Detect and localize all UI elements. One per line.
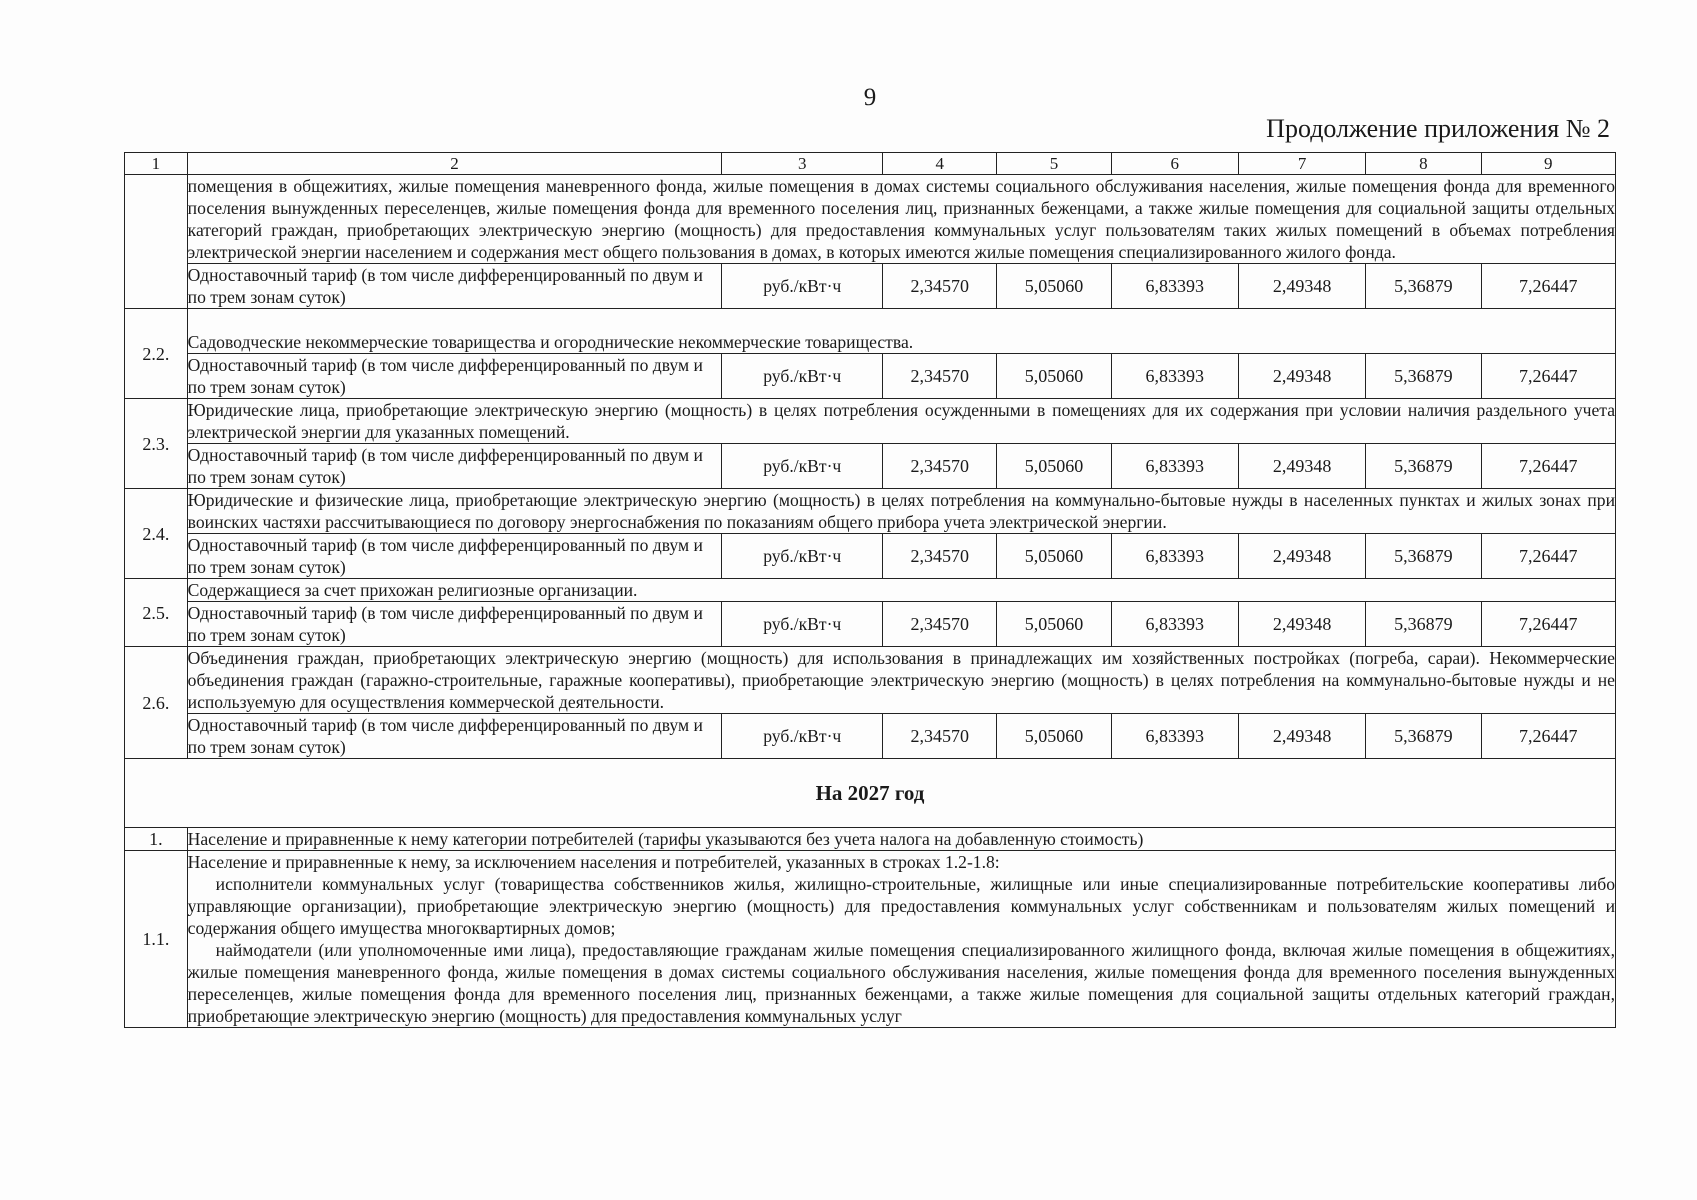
tariff-label: Одноставочный тариф (в том числе дифференцированный по двум и по трем зонам суток) — [187, 602, 722, 647]
paragraph: Население и приравненные к нему, за исключением населения и потребителей, указанных в строках 1.2-1.8: — [187, 852, 1000, 872]
column-number: 4 — [883, 153, 997, 175]
value-cell: 2,34570 — [883, 354, 997, 399]
value-cell: 6,83393 — [1111, 602, 1238, 647]
category-description: Объединения граждан, приобретающих электрическую энергию (мощность) для использования в принадлежащих им хозяйственных постройках (погреба, сараи). Некоммерческие объединения граждан (гаражно-строительные, гаражные кооперативы), приобретающие электрическую энергию (мощность) в целях потребления на коммунально-бытовые нужды и не используемую для осуществления коммерческой деятельности. — [187, 648, 1615, 712]
row-number: 2.2. — [125, 309, 188, 399]
row-number — [125, 175, 188, 309]
column-number: 7 — [1238, 153, 1365, 175]
category-description: Содержащиеся за счет прихожан религиозные организации. — [187, 579, 1615, 602]
category-row — [125, 175, 1616, 264]
tariff-row — [125, 264, 1616, 309]
category-row — [125, 579, 1616, 602]
value-cell: 7,26447 — [1481, 714, 1615, 759]
column-number: 3 — [722, 153, 883, 175]
row-number: 2.5. — [125, 579, 188, 647]
value-cell: 5,05060 — [997, 714, 1111, 759]
category-row — [125, 309, 1616, 354]
paragraph: исполнители коммунальных услуг (товарищества собственников жилья, жилищно-строительные, жилищные или иные специализированные потребительские кооперативы либо управляющие организации), приобретающие электрическую энергию (мощность) для предоставления коммунальных услуг собственникам и пользователям жилых помещений и содержания общего имущества многоквартирных домов; — [187, 874, 1615, 938]
value-cell: 2,49348 — [1238, 444, 1365, 489]
unit-cell: руб./кВт·ч — [722, 354, 883, 399]
value-cell: 2,34570 — [883, 264, 997, 309]
tariff-label: Одноставочный тариф (в том числе дифференцированный по двум и по трем зонам суток) — [187, 534, 722, 579]
appendix-title: Продолжение приложения № 2 — [1266, 114, 1610, 143]
value-cell: 2,49348 — [1238, 534, 1365, 579]
value-cell: 5,05060 — [997, 444, 1111, 489]
tariff-row — [125, 602, 1616, 647]
value-cell: 6,83393 — [1111, 264, 1238, 309]
row-number: 2.4. — [125, 489, 188, 579]
paragraph: наймодатели (или уполномоченные ими лица), предоставляющие гражданам жилые помещения специализированного жилищного фонда, включая жилые помещения в общежитиях, жилые помещения маневренного фонда, жилые помещения в домах системы социального обслуживания населения, жилые помещения фонда для временного поселения вынужденных переселенцев, жилые помещения фонда для временного поселения лиц, признанных беженцами, а также жилые помещения для социальной защиты отдельных категорий граждан, приобретающие электрическую энергию (мощность) для предоставления коммунальных услуг — [187, 940, 1615, 1026]
value-cell: 6,83393 — [1111, 354, 1238, 399]
value-cell: 5,36879 — [1366, 714, 1481, 759]
value-cell: 5,36879 — [1366, 534, 1481, 579]
value-cell: 2,49348 — [1238, 714, 1365, 759]
tariff-table — [124, 152, 1616, 1028]
value-cell: 6,83393 — [1111, 444, 1238, 489]
value-cell: 5,36879 — [1366, 444, 1481, 489]
value-cell: 5,36879 — [1366, 264, 1481, 309]
category-description: Юридические лица, приобретающие электрическую энергию (мощность) в целях потребления осужденными в помещениях для их содержания при условии наличия раздельного учета электрической энергии для указанных помещений. — [187, 400, 1615, 442]
value-cell: 5,05060 — [997, 534, 1111, 579]
value-cell: 5,05060 — [997, 602, 1111, 647]
value-cell: 7,26447 — [1481, 534, 1615, 579]
category-description: Население и приравненные к нему категории потребителей (тарифы указываются без учета налога на добавленную стоимость) — [187, 828, 1615, 851]
year-heading: На 2027 год — [125, 759, 1616, 828]
tariff-row — [125, 354, 1616, 399]
row-number: 1. — [125, 828, 188, 851]
value-cell: 7,26447 — [1481, 444, 1615, 489]
value-cell: 2,49348 — [1238, 354, 1365, 399]
value-cell: 7,26447 — [1481, 354, 1615, 399]
year-heading-row — [125, 759, 1616, 828]
category-row — [125, 647, 1616, 714]
value-cell: 6,83393 — [1111, 714, 1238, 759]
tariff-row — [125, 534, 1616, 579]
value-cell: 2,49348 — [1238, 264, 1365, 309]
value-cell: 6,83393 — [1111, 534, 1238, 579]
column-number-row — [125, 153, 1616, 175]
category-row — [125, 489, 1616, 534]
value-cell: 5,36879 — [1366, 354, 1481, 399]
column-number: 8 — [1366, 153, 1481, 175]
tariff-label: Одноставочный тариф (в том числе дифференцированный по двум и по трем зонам суток) — [187, 444, 722, 489]
value-cell: 2,49348 — [1238, 602, 1365, 647]
value-cell: 7,26447 — [1481, 602, 1615, 647]
column-number: 6 — [1111, 153, 1238, 175]
value-cell: 2,34570 — [883, 714, 997, 759]
category-description: Садоводческие некоммерческие товарищества и огороднические некоммерческие товарищества. — [187, 309, 1615, 354]
category-row — [125, 399, 1616, 444]
tariff-label: Одноставочный тариф (в том числе дифференцированный по двум и по трем зонам суток) — [187, 354, 722, 399]
row-number: 2.6. — [125, 647, 188, 759]
unit-cell: руб./кВт·ч — [722, 714, 883, 759]
value-cell: 5,36879 — [1366, 602, 1481, 647]
tariff-row — [125, 444, 1616, 489]
value-cell: 2,34570 — [883, 534, 997, 579]
column-number: 5 — [997, 153, 1111, 175]
value-cell: 7,26447 — [1481, 264, 1615, 309]
value-cell: 5,05060 — [997, 264, 1111, 309]
column-number: 9 — [1481, 153, 1615, 175]
column-number: 1 — [125, 153, 188, 175]
tariff-row — [125, 714, 1616, 759]
value-cell: 5,05060 — [997, 354, 1111, 399]
unit-cell: руб./кВт·ч — [722, 264, 883, 309]
category-description — [187, 851, 1615, 1028]
category-description: помещения в общежитиях, жилые помещения маневренного фонда, жилые помещения в домах системы социального обслуживания населения, жилые помещения фонда для временного поселения вынужденных переселенцев, жилые помещения фонда для временного поселения лиц, признанных беженцами, а также жилые помещения для социальной защиты отдельных категорий граждан, приобретающих электрическую энергию (мощность) для предоставления коммунальных услуг пользователям таких жилых помещений в объемах потребления электрической энергии населением и содержания мест общего пользования в домах, в которых имеются жилые помещения специализированного жилого фонда. — [187, 176, 1615, 262]
value-cell: 2,34570 — [883, 444, 997, 489]
category-row — [125, 851, 1616, 1028]
category-description: Юридические и физические лица, приобретающие электрическую энергию (мощность) в целях потребления на коммунально-бытовые нужды в населенных пунктах и жилых зонах при воинских частяхи рассчитывающиеся по договору энергоснабжения по показаниям общего прибора учета электрической энергии. — [187, 490, 1615, 532]
unit-cell: руб./кВт·ч — [722, 444, 883, 489]
value-cell: 2,34570 — [883, 602, 997, 647]
category-row — [125, 828, 1616, 851]
column-number: 2 — [187, 153, 722, 175]
unit-cell: руб./кВт·ч — [722, 602, 883, 647]
page-number: 9 — [863, 84, 877, 111]
unit-cell: руб./кВт·ч — [722, 534, 883, 579]
row-number: 1.1. — [125, 851, 188, 1028]
tariff-label: Одноставочный тариф (в том числе дифференцированный по двум и по трем зонам суток) — [187, 714, 722, 759]
row-number: 2.3. — [125, 399, 188, 489]
tariff-label: Одноставочный тариф (в том числе дифференцированный по двум и по трем зонам суток) — [187, 264, 722, 309]
